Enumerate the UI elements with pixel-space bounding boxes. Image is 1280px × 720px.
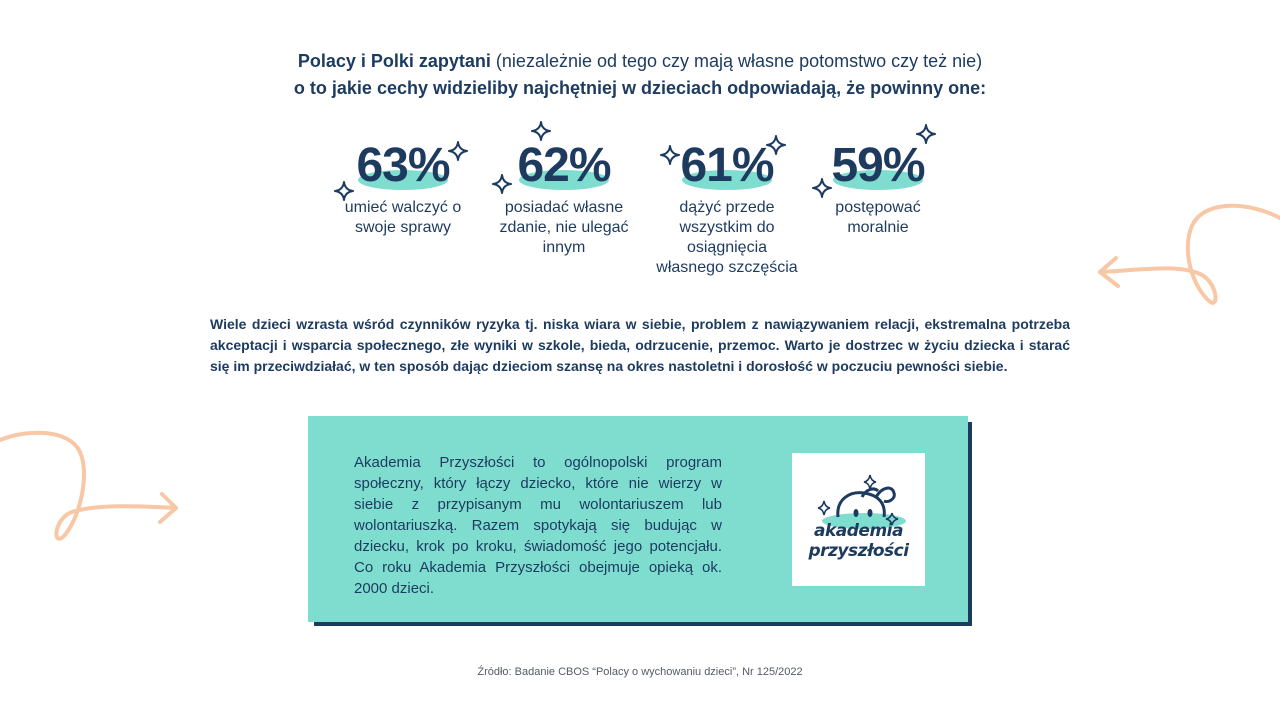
stat-label: umieć walczyć o swoje sprawy (344, 199, 462, 236)
sparkle-icon (766, 135, 786, 155)
stat-value: 62% (517, 139, 611, 192)
stat-label: posiadać własne zdanie, nie ulegać innym (499, 199, 629, 256)
stat-value: 59% (831, 139, 925, 192)
sparkle-icon (812, 178, 832, 198)
intro-heading (240, 48, 1040, 102)
sparkle-icon (916, 124, 936, 144)
akademia-logo (792, 453, 925, 586)
intro-line-1 (240, 48, 1040, 75)
intro-line-2 (240, 75, 1040, 102)
akademia-info-card (308, 416, 968, 622)
stat-value: 61% (680, 139, 774, 192)
sparkle-icon (492, 174, 512, 194)
intro-line-1-bold: Polacy i Polki zapytani (297, 51, 491, 71)
logo-line-1: akademia (814, 521, 903, 541)
stat-value: 63% (356, 139, 450, 192)
intro-line-1-rest: (niezależnie od tego czy mają własne potomstwo czy też nie) (490, 51, 983, 71)
intro-line-2-bold: o to jakie cechy widzieliby najchętniej w dzieciach odpowiadają, że powinny one: (293, 78, 987, 98)
curly-arrow-left-icon (1090, 200, 1280, 312)
logo-wordmark (792, 521, 925, 561)
sparkle-icon (448, 141, 468, 161)
logo-line-2: przyszłości (808, 541, 909, 561)
source-note: Źródło: Badanie CBOS “Polacy o wychowaniu dzieci”, Nr 125/2022 (477, 666, 803, 678)
sparkle-icon (334, 181, 354, 201)
curly-arrow-right-icon (0, 428, 185, 546)
stat-label: dążyć przede wszystkim do osiągnięcia własnego szczęścia (656, 199, 798, 276)
stat-label: postępować moralnie (835, 199, 921, 236)
sparkle-icon (531, 121, 551, 141)
risk-factors-paragraph: Wiele dzieci wzrasta wśród czynników ryzyka tj. niska wiara w siebie, problem z nawiązywaniem relacji, ekstremalna potrzeba akceptacji i wsparcia społecznego, złe wyniki w szkole, bieda, odrzucenie, przemoc. Warto je dostrzec w życiu dziecka i starać się im przeciwdziałać, w ten sposób dając dzieciom szansę na okres nastoletni i dorosłość w poczuciu pewności siebie. (210, 316, 1070, 374)
akademia-logo-icon (792, 453, 925, 586)
stat-item-2 (479, 140, 649, 258)
card-description: Akademia Przyszłości to ogólnopolski program społeczny, który łączy dziecko, które nie wierzy w siebie z przypisanym mu wolontariuszem lub wolontariuszką. Razem spotykają się budując w dziecku, krok po kroku, świadomość jego potencjału. Co roku Akademia Przyszłości obejmuje opieką ok. 2000 dzieci. (354, 454, 722, 597)
sparkle-icon (660, 145, 680, 165)
